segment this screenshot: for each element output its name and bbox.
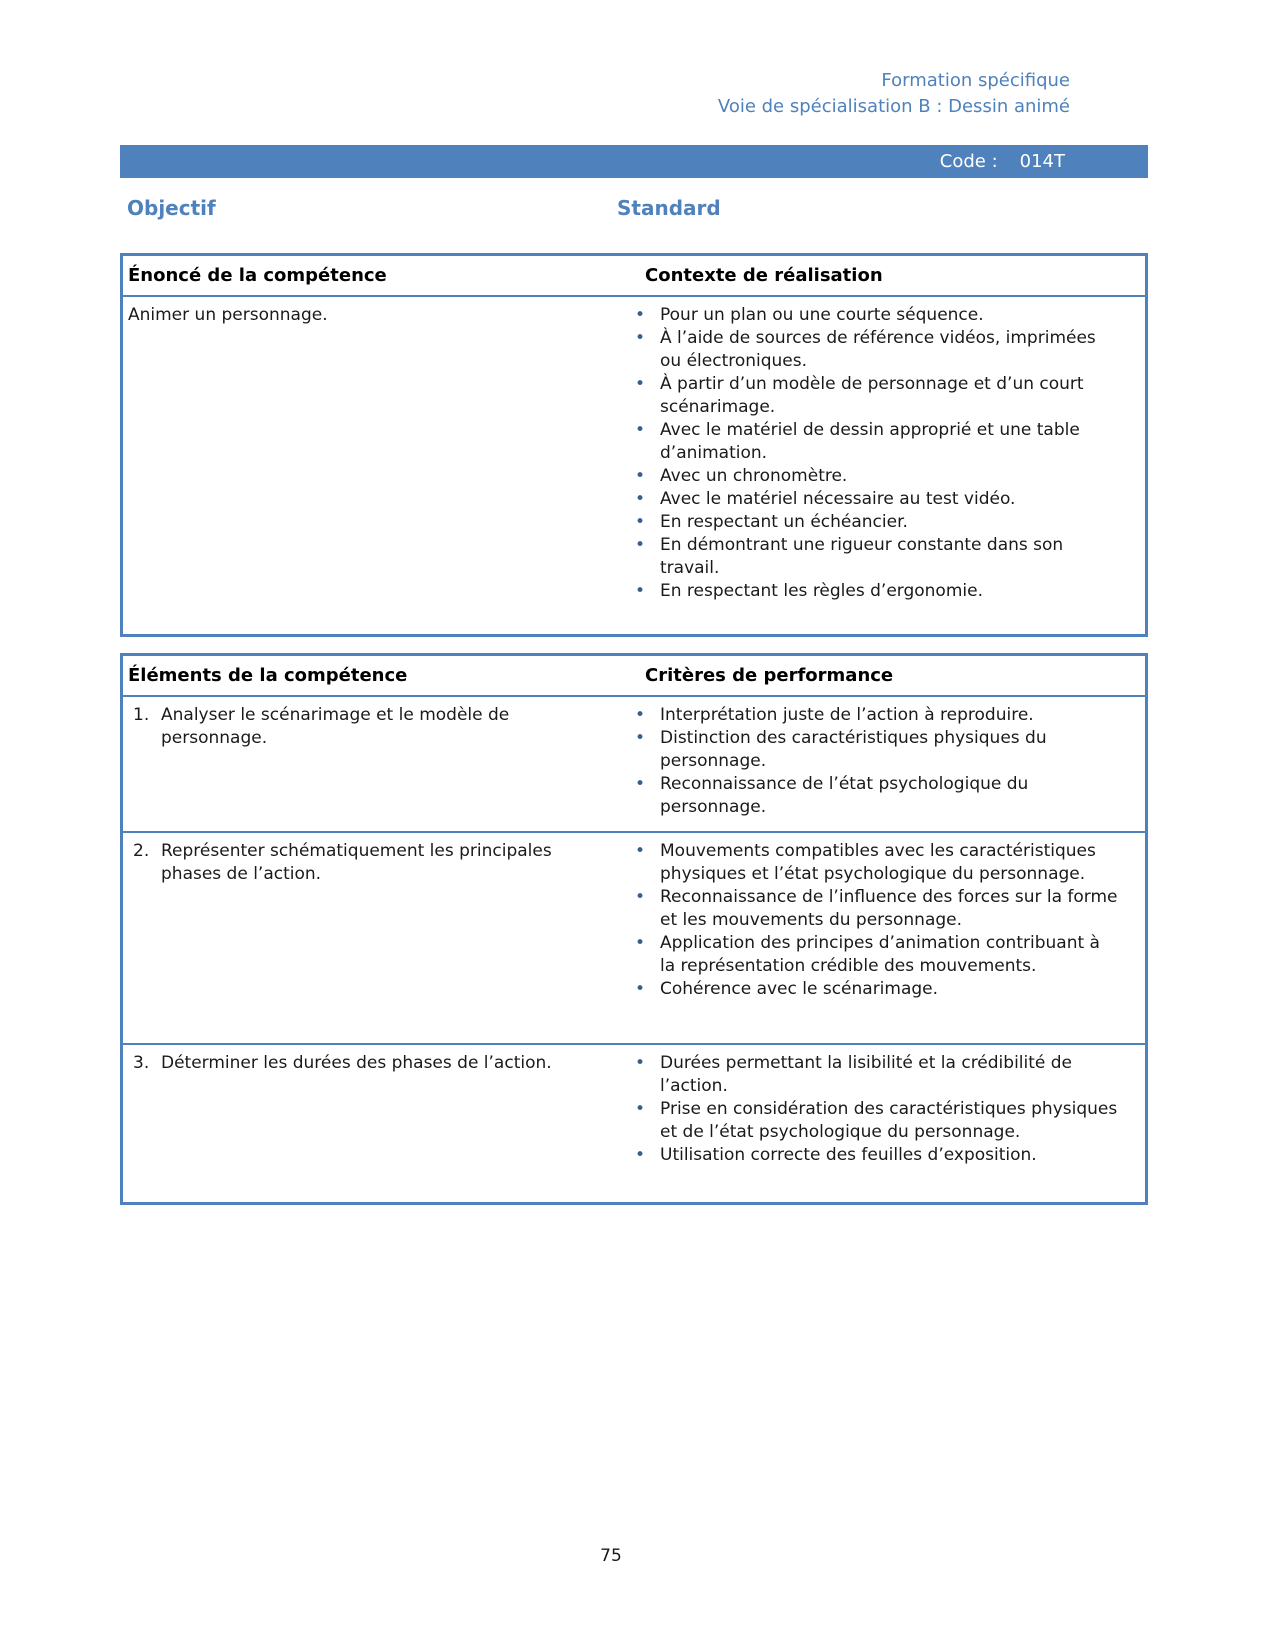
list-item (617, 511, 1120, 534)
table-row (123, 1043, 1145, 1200)
list-item (617, 304, 1120, 327)
bullet-icon: • (635, 841, 646, 861)
header-line-2: Voie de spécialisation B : Dessin animé (717, 96, 1070, 117)
element-item (128, 704, 587, 750)
bullet-text: Application des principes d’animation contribuant à la représentation crédible des mouvements. (660, 933, 1100, 976)
bullet-icon: • (635, 774, 646, 794)
element-text: Analyser le scénarimage et le modèle de personnage. (161, 705, 510, 748)
criteria-bullet-list (617, 840, 1120, 1001)
criteria-cell (617, 833, 1145, 1043)
element-text: Déterminer les durées des phases de l’action. (161, 1053, 552, 1073)
list-item (617, 773, 1120, 819)
list-item (617, 580, 1120, 603)
bullet-text: Interprétation juste de l’action à reproduire. (660, 705, 1034, 725)
bullet-text: Reconnaissance de l’influence des forces sur la forme et les mouvements du personnage. (660, 887, 1118, 930)
bullet-icon: • (635, 933, 646, 953)
element-cell (123, 697, 617, 831)
table1-header-left: Énoncé de la compétence (128, 265, 387, 286)
list-item (617, 373, 1120, 419)
standard-heading: Standard (617, 196, 721, 220)
document-header (0, 68, 1070, 120)
bullet-text: Avec le matériel de dessin approprié et une table d’animation. (660, 420, 1080, 463)
element-number: 2. (133, 841, 150, 861)
table2-header-row (123, 656, 1145, 697)
objectif-heading: Objectif (127, 196, 216, 220)
context-bullet-list (617, 304, 1120, 603)
bullet-text: Distinction des caractéristiques physiques du personnage. (660, 728, 1047, 771)
bullet-text: Durées permettant la lisibilité et la crédibilité de l’action. (660, 1053, 1073, 1096)
bullet-text: En respectant les règles d’ergonomie. (660, 581, 983, 601)
bullet-icon: • (635, 1145, 646, 1165)
competence-elements-table (120, 653, 1148, 1205)
bullet-icon: • (635, 305, 646, 325)
code-label: Code : (939, 151, 998, 172)
bullet-text: Mouvements compatibles avec les caractéristiques physiques et l’état psychologique du personnage. (660, 841, 1096, 884)
bullet-icon: • (635, 728, 646, 748)
element-cell (123, 833, 617, 1043)
bullet-text: Pour un plan ou une courte séquence. (660, 305, 984, 325)
criteria-bullet-list (617, 704, 1120, 819)
table-row (123, 697, 1145, 831)
bullet-icon: • (635, 374, 646, 394)
element-text: Représenter schématiquement les principales phases de l’action. (161, 841, 552, 884)
code-bar (120, 145, 1148, 178)
criteria-cell (617, 697, 1145, 831)
bullet-icon: • (635, 887, 646, 907)
context-cell (617, 297, 1145, 633)
bullet-text: À partir d’un modèle de personnage et d’un court scénarimage. (660, 374, 1084, 417)
bullet-text: Prise en considération des caractéristiques physiques et de l’état psychologique du personnage. (660, 1099, 1118, 1142)
list-item (617, 704, 1120, 727)
table2-header-right: Critères de performance (645, 665, 894, 686)
list-item (617, 727, 1120, 773)
list-item (617, 978, 1120, 1001)
bullet-text: Avec le matériel nécessaire au test vidéo. (660, 489, 1016, 509)
bullet-text: En démontrant une rigueur constante dans son travail. (660, 535, 1064, 578)
bullet-icon: • (635, 466, 646, 486)
table1-header-right: Contexte de réalisation (645, 265, 883, 286)
list-item (617, 327, 1120, 373)
header-line-1: Formation spécifique (881, 70, 1070, 91)
criteria-bullet-list (617, 1052, 1120, 1167)
element-item (128, 840, 587, 886)
list-item (617, 465, 1120, 488)
list-item (617, 534, 1120, 580)
bullet-text: Utilisation correcte des feuilles d’exposition. (660, 1145, 1037, 1165)
criteria-cell (617, 1045, 1145, 1200)
list-item (617, 1052, 1120, 1098)
bullet-text: Cohérence avec le scénarimage. (660, 979, 939, 999)
competence-statement-table (120, 253, 1148, 637)
table-row (123, 831, 1145, 1043)
page-number: 75 (600, 1546, 622, 1566)
element-number: 1. (133, 705, 150, 725)
element-number: 3. (133, 1053, 150, 1073)
table2-header-left: Éléments de la compétence (128, 665, 408, 686)
list-item (617, 419, 1120, 465)
bullet-text: En respectant un échéancier. (660, 512, 908, 532)
list-item (617, 1144, 1120, 1167)
element-cell (123, 1045, 617, 1200)
bullet-icon: • (635, 979, 646, 999)
bullet-icon: • (635, 512, 646, 532)
element-item (128, 1052, 587, 1075)
bullet-icon: • (635, 420, 646, 440)
bullet-icon: • (635, 1053, 646, 1073)
bullet-icon: • (635, 489, 646, 509)
bullet-text: Reconnaissance de l’état psychologique du personnage. (660, 774, 1029, 817)
bullet-text: Avec un chronomètre. (660, 466, 848, 486)
code-value: 014T (1019, 151, 1065, 172)
list-item (617, 488, 1120, 511)
bullet-icon: • (635, 581, 646, 601)
table1-header-row (123, 256, 1145, 297)
competence-statement: Animer un personnage. (128, 305, 328, 325)
bullet-icon: • (635, 705, 646, 725)
bullet-icon: • (635, 1099, 646, 1119)
bullet-icon: • (635, 328, 646, 348)
table1-body-row (123, 297, 1145, 633)
list-item (617, 1098, 1120, 1144)
list-item (617, 840, 1120, 886)
list-item (617, 932, 1120, 978)
bullet-text: À l’aide de sources de référence vidéos, imprimées ou électroniques. (660, 328, 1096, 371)
list-item (617, 886, 1120, 932)
bullet-icon: • (635, 535, 646, 555)
